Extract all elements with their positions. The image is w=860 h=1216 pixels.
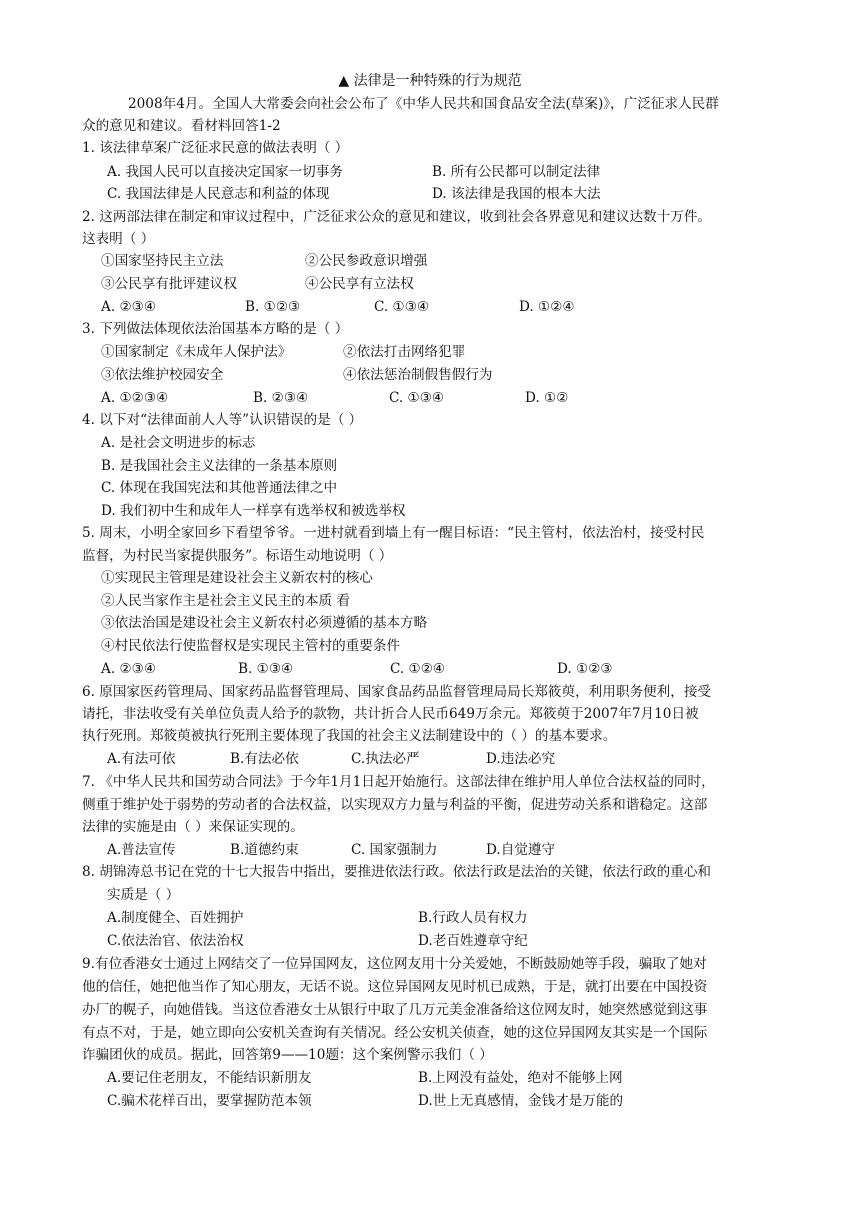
q5-statement-4: ④村民依法行使监督权是实现民主管村的重要条件 <box>101 638 401 654</box>
q6-option-a[interactable]: A.有法可依 <box>107 751 176 767</box>
q8-option-b[interactable]: B.行政人员有权力 <box>418 910 528 926</box>
q9-stem-line-5: 诈骗团伙的成员。据此，回答第9——10题：这个案例警示我们（ ） <box>82 1047 493 1063</box>
q3-statement-4: ④依法惩治制假售假行为 <box>343 367 493 383</box>
q4-option-d[interactable]: D. 我们初中生和成年人一样享有选举权和被选举权 <box>101 503 406 519</box>
q5-option-c[interactable]: C. ①②④ <box>390 661 446 677</box>
q9-option-d[interactable]: D.世上无真感情，金钱才是万能的 <box>418 1093 624 1109</box>
q5-option-b[interactable]: B. ①③④ <box>238 661 294 677</box>
q7-stem-line-3: 法律的实施是由（ ）来保证实现的。 <box>82 819 304 835</box>
q5-stem-line-1: 5. 周末，小明全家回乡下看望爷爷。一进村就看到墙上有一醒目标语：“民主管村，依法治村，接受村民 <box>82 525 705 541</box>
q2-option-a[interactable]: A. ②③④ <box>101 299 157 315</box>
q1-stem: 1. 该法律草案广泛征求民意的做法表明（ ） <box>82 140 349 156</box>
q3-option-c[interactable]: C. ①③④ <box>389 390 445 406</box>
q1-option-a[interactable]: A. 我国人民可以直接决定国家一切事务 <box>107 164 343 180</box>
q6-stem-line-1: 6. 原国家医药管理局、国家药品监督管理局、国家食品药品监督管理局局长郑筱萸，利用职务便利，接受 <box>82 684 712 700</box>
q2-option-d[interactable]: D. ①②④ <box>519 299 575 315</box>
q7-stem-line-2: 侧重于维护处于弱势的劳动者的合法权益，以实现双方力量与利益的平衡，促进劳动关系和谐稳定。这部 <box>82 797 708 813</box>
q9-stem-line-4: 有点不对，于是，她立即向公安机关查询有关情况。经公安机关侦查，她的这位异国网友其实是一个国际 <box>82 1025 708 1041</box>
q3-option-d[interactable]: D. ①② <box>525 390 569 406</box>
q5-statement-2: ②人民当家作主是社会主义民主的本质 看 <box>101 593 351 609</box>
q5-option-d[interactable]: D. ①②③ <box>557 661 613 677</box>
q2-stem-line-2: 这表明（ ） <box>82 231 155 247</box>
q6-option-c[interactable]: C.执法必严 <box>351 751 420 767</box>
q3-statement-3: ③依法维护校园安全 <box>101 367 224 383</box>
q1-option-c[interactable]: C. 我国法律是人民意志和利益的体现 <box>107 186 330 202</box>
q4-stem: 4. 以下对“法律面前人人等”认识错误的是（ ） <box>82 412 363 428</box>
q9-stem-line-3: 办厂的幌子，向她借钱。当这位香港女士从银行中取了几万元美金准备给这位网友时，她突然感觉到这事 <box>82 1002 708 1018</box>
q2-statement-1: ①国家坚持民主立法 <box>101 253 224 269</box>
q2-stem-line-1: 2. 这两部法律在制定和审议过程中，广泛征求公众的意见和建议，收到社会各界意见和建议达数十万件。 <box>82 209 712 225</box>
q3-statement-1: ①国家制定《未成年人保护法》 <box>101 344 292 360</box>
q3-option-a[interactable]: A. ①②③④ <box>101 390 169 406</box>
q8-stem-line-1: 8. 胡锦涛总书记在党的十七大报告中指出，要推进依法行政。依法行政是法治的关键，依法行政的重心和 <box>82 864 712 880</box>
q2-option-c[interactable]: C. ①③④ <box>374 299 430 315</box>
q8-option-c[interactable]: C.依法治官、依法治权 <box>107 933 244 949</box>
q1-option-d[interactable]: D. 该法律是我国的根本大法 <box>432 186 601 202</box>
q9-stem-line-2: 他的信任，她把他当作了知心朋友，无话不说。这位异国网友见时机已成熟，于是，就打出要在中国投资 <box>82 979 708 995</box>
q8-stem-line-2: 实质是（ ） <box>107 887 180 903</box>
q4-option-b[interactable]: B. 是我国社会主义法律的一条基本原则 <box>101 458 338 474</box>
q5-statement-1: ①实现民主管理是建设社会主义新农村的核心 <box>101 570 373 586</box>
q3-statement-2: ②依法打击网络犯罪 <box>343 344 466 360</box>
q7-option-d[interactable]: D.自觉遵守 <box>486 842 556 858</box>
q9-stem-line-1: 9.有位香港女士通过上网结交了一位异国网友，这位网友用十分关爱她，不断鼓励她等手段，骗取了她对 <box>82 956 707 972</box>
q8-option-a[interactable]: A.制度健全、百姓拥护 <box>107 910 244 926</box>
q2-statement-3: ③公民享有批评建议权 <box>101 276 237 292</box>
q2-statement-2: ②公民参政意识增强 <box>305 253 428 269</box>
q6-stem-line-2: 请托，非法收受有关单位负责人给予的款物，共计折合人民币649万余元。郑筱萸于2007年7月10日被 <box>82 706 699 722</box>
q5-statement-3: ③依法治国是建设社会主义新农村必须遵循的基本方略 <box>101 615 428 631</box>
q9-option-c[interactable]: C.骗术花样百出，要掌握防范本领 <box>107 1093 312 1109</box>
q6-option-d[interactable]: D.违法必究 <box>486 751 556 767</box>
q7-option-a[interactable]: A.普法宣传 <box>107 842 176 858</box>
q1-option-b[interactable]: B. 所有公民都可以制定法律 <box>432 164 601 180</box>
intro-line-2: 众的意见和建议。看材料回答1-2 <box>82 118 281 134</box>
intro-line-1: 2008年4月。全国人大常委会向社会公布了《中华人民共和国食品安全法(草案)》，广泛征求人民群 <box>128 96 719 112</box>
q5-option-a[interactable]: A. ②③④ <box>101 661 157 677</box>
q2-option-b[interactable]: B. ①②③ <box>245 299 301 315</box>
q8-option-d[interactable]: D.老百姓遵章守纪 <box>418 933 528 949</box>
q4-option-a[interactable]: A. 是社会文明进步的标志 <box>101 435 256 451</box>
q9-option-b[interactable]: B.上网没有益处，绝对不能够上网 <box>418 1070 623 1086</box>
q7-option-c[interactable]: C. 国家强制力 <box>351 842 438 858</box>
q9-option-a[interactable]: A.要记住老朋友，不能结识新朋友 <box>107 1070 312 1086</box>
q4-option-c[interactable]: C. 体现在我国宪法和其他普通法律之中 <box>101 480 338 496</box>
q7-stem-line-1: 7. 《中华人民共和国劳动合同法》于今年1月1日起开始施行。这部法律在维护用人单位合法权益的同时， <box>82 774 715 790</box>
q6-option-b[interactable]: B.有法必依 <box>230 751 299 767</box>
section-title: ▲ 法律是一种特殊的行为规范 <box>338 73 522 89</box>
q3-option-b[interactable]: B. ②③④ <box>253 390 309 406</box>
q6-stem-line-3: 执行死刑。郑筱萸被执行死刑主要体现了我国的社会主义法制建设中的（ ）的基本要求。 <box>82 728 617 744</box>
q7-option-b[interactable]: B.道德约束 <box>230 842 299 858</box>
q3-stem: 3. 下列做法体现依法治国基本方略的是（ ） <box>82 321 349 337</box>
q5-stem-line-2: 监督，为村民当家提供服务”。标语生动地说明（ ） <box>82 548 393 564</box>
q2-statement-4: ④公民享有立法权 <box>305 276 414 292</box>
